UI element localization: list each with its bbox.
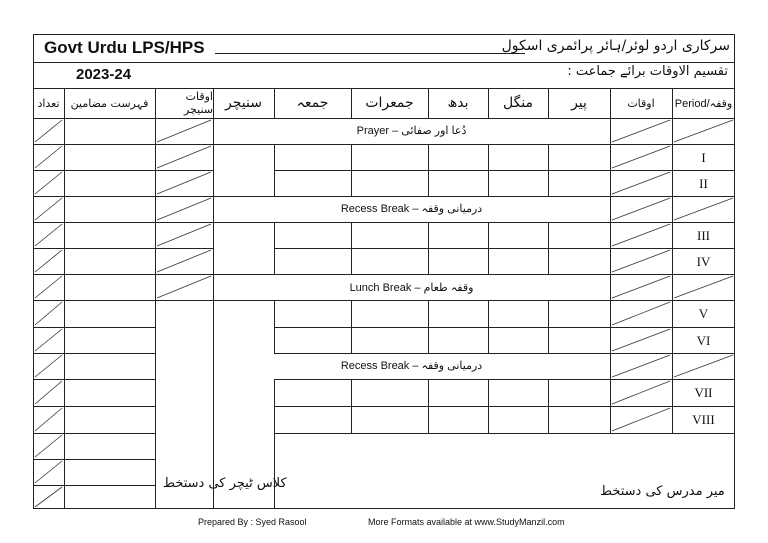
period-label-7: VII bbox=[694, 385, 713, 400]
col-header-saturday-timings: اوقات سنیچر bbox=[183, 90, 213, 116]
grid-line-h-header bbox=[33, 118, 735, 119]
col-header-saturday: سنیچر bbox=[225, 95, 262, 111]
divider-title bbox=[33, 62, 735, 63]
col-header-monday: پیر bbox=[571, 95, 587, 111]
col-header-wednesday: بدھ bbox=[447, 95, 469, 111]
academic-year: 2023-24 bbox=[76, 66, 132, 83]
school-title-english: Govt Urdu LPS/HPS bbox=[44, 38, 205, 57]
period-label-4: IV bbox=[696, 254, 711, 269]
period-label-1: I bbox=[701, 150, 706, 165]
grid-line-h9-left bbox=[33, 353, 155, 354]
grid-line-h7 bbox=[33, 300, 735, 301]
col-header-tuesday: منگل bbox=[502, 95, 534, 111]
grid-line-h11-right bbox=[274, 406, 735, 407]
grid-line-h2-left bbox=[33, 170, 213, 171]
grid-line-h3 bbox=[33, 196, 735, 197]
col-header-period: وقفہ/Period bbox=[674, 97, 733, 110]
col-header-thursday: جمعرات bbox=[365, 95, 414, 111]
grid-line-h12-left bbox=[33, 433, 155, 434]
grid-line-h4 bbox=[33, 222, 735, 223]
grid-line-h1 bbox=[33, 144, 735, 145]
band-prayer: Prayer – دُعا اور صفائی bbox=[356, 125, 467, 137]
class-teacher-signature: کلاس ٹیچر کی دستخط bbox=[163, 476, 287, 491]
col-header-friday: جمعہ bbox=[296, 95, 329, 111]
band-lunch: Lunch Break – وقفہ طعام bbox=[349, 282, 474, 294]
grid-line-h5-right bbox=[274, 248, 735, 249]
grid-line-h11-left bbox=[33, 406, 155, 407]
grid-line-v5-head bbox=[428, 88, 429, 118]
grid-line-h6 bbox=[33, 274, 735, 275]
grid-line-v3-head bbox=[548, 88, 549, 118]
grid-line-v7-head bbox=[274, 88, 275, 118]
period-label-5: V bbox=[698, 306, 709, 321]
grid-line-v6-head bbox=[351, 88, 352, 118]
period-label-3: III bbox=[697, 228, 710, 243]
grid-line-h8-left bbox=[33, 327, 155, 328]
grid-line-h9-right bbox=[274, 353, 735, 354]
period-label-2: II bbox=[699, 176, 708, 191]
grid-line-v2 bbox=[610, 88, 611, 433]
grid-line-h14-left bbox=[33, 485, 155, 486]
grid-line-v8 bbox=[213, 88, 214, 509]
col-header-count: تعداد bbox=[37, 96, 60, 110]
school-title-urdu: سرکاری اردو لوئر/ہائر پرائمری اسکول bbox=[501, 38, 730, 54]
grid-line-v4-head bbox=[488, 88, 489, 118]
grid-line-v10 bbox=[64, 88, 65, 509]
school-name-blank-line bbox=[215, 53, 525, 54]
grid-line-v9 bbox=[155, 88, 156, 509]
head-master-signature: میر مدرس کی دستخط bbox=[600, 484, 725, 499]
grid-line-h10-right bbox=[274, 379, 735, 380]
band-recess-2: Recess Break – درمیانی وقفہ bbox=[340, 360, 483, 372]
grid-line-h13-left bbox=[33, 459, 155, 460]
col-header-timings: اوقات bbox=[627, 96, 655, 110]
grid-line-h5-left bbox=[33, 248, 213, 249]
grid-line-h10-left bbox=[33, 379, 155, 380]
period-label-6: VI bbox=[696, 333, 711, 348]
col-header-subjects: فہرست مضامین bbox=[70, 96, 149, 110]
grid-line-h12-right bbox=[274, 433, 735, 434]
grid-line-h8-right bbox=[274, 327, 735, 328]
footer-prepared-by: Prepared By : Syed Rasool bbox=[198, 517, 307, 527]
period-label-8: VIII bbox=[692, 412, 715, 427]
band-recess-1: Recess Break – درمیانی وقفہ bbox=[340, 203, 483, 215]
footer-more-formats: More Formats available at www.StudyManzil.com bbox=[368, 517, 565, 527]
grid-line-h2-right bbox=[274, 170, 735, 171]
timetable-subtitle: تقسیم الاوقات برائے جماعت : bbox=[567, 64, 728, 79]
